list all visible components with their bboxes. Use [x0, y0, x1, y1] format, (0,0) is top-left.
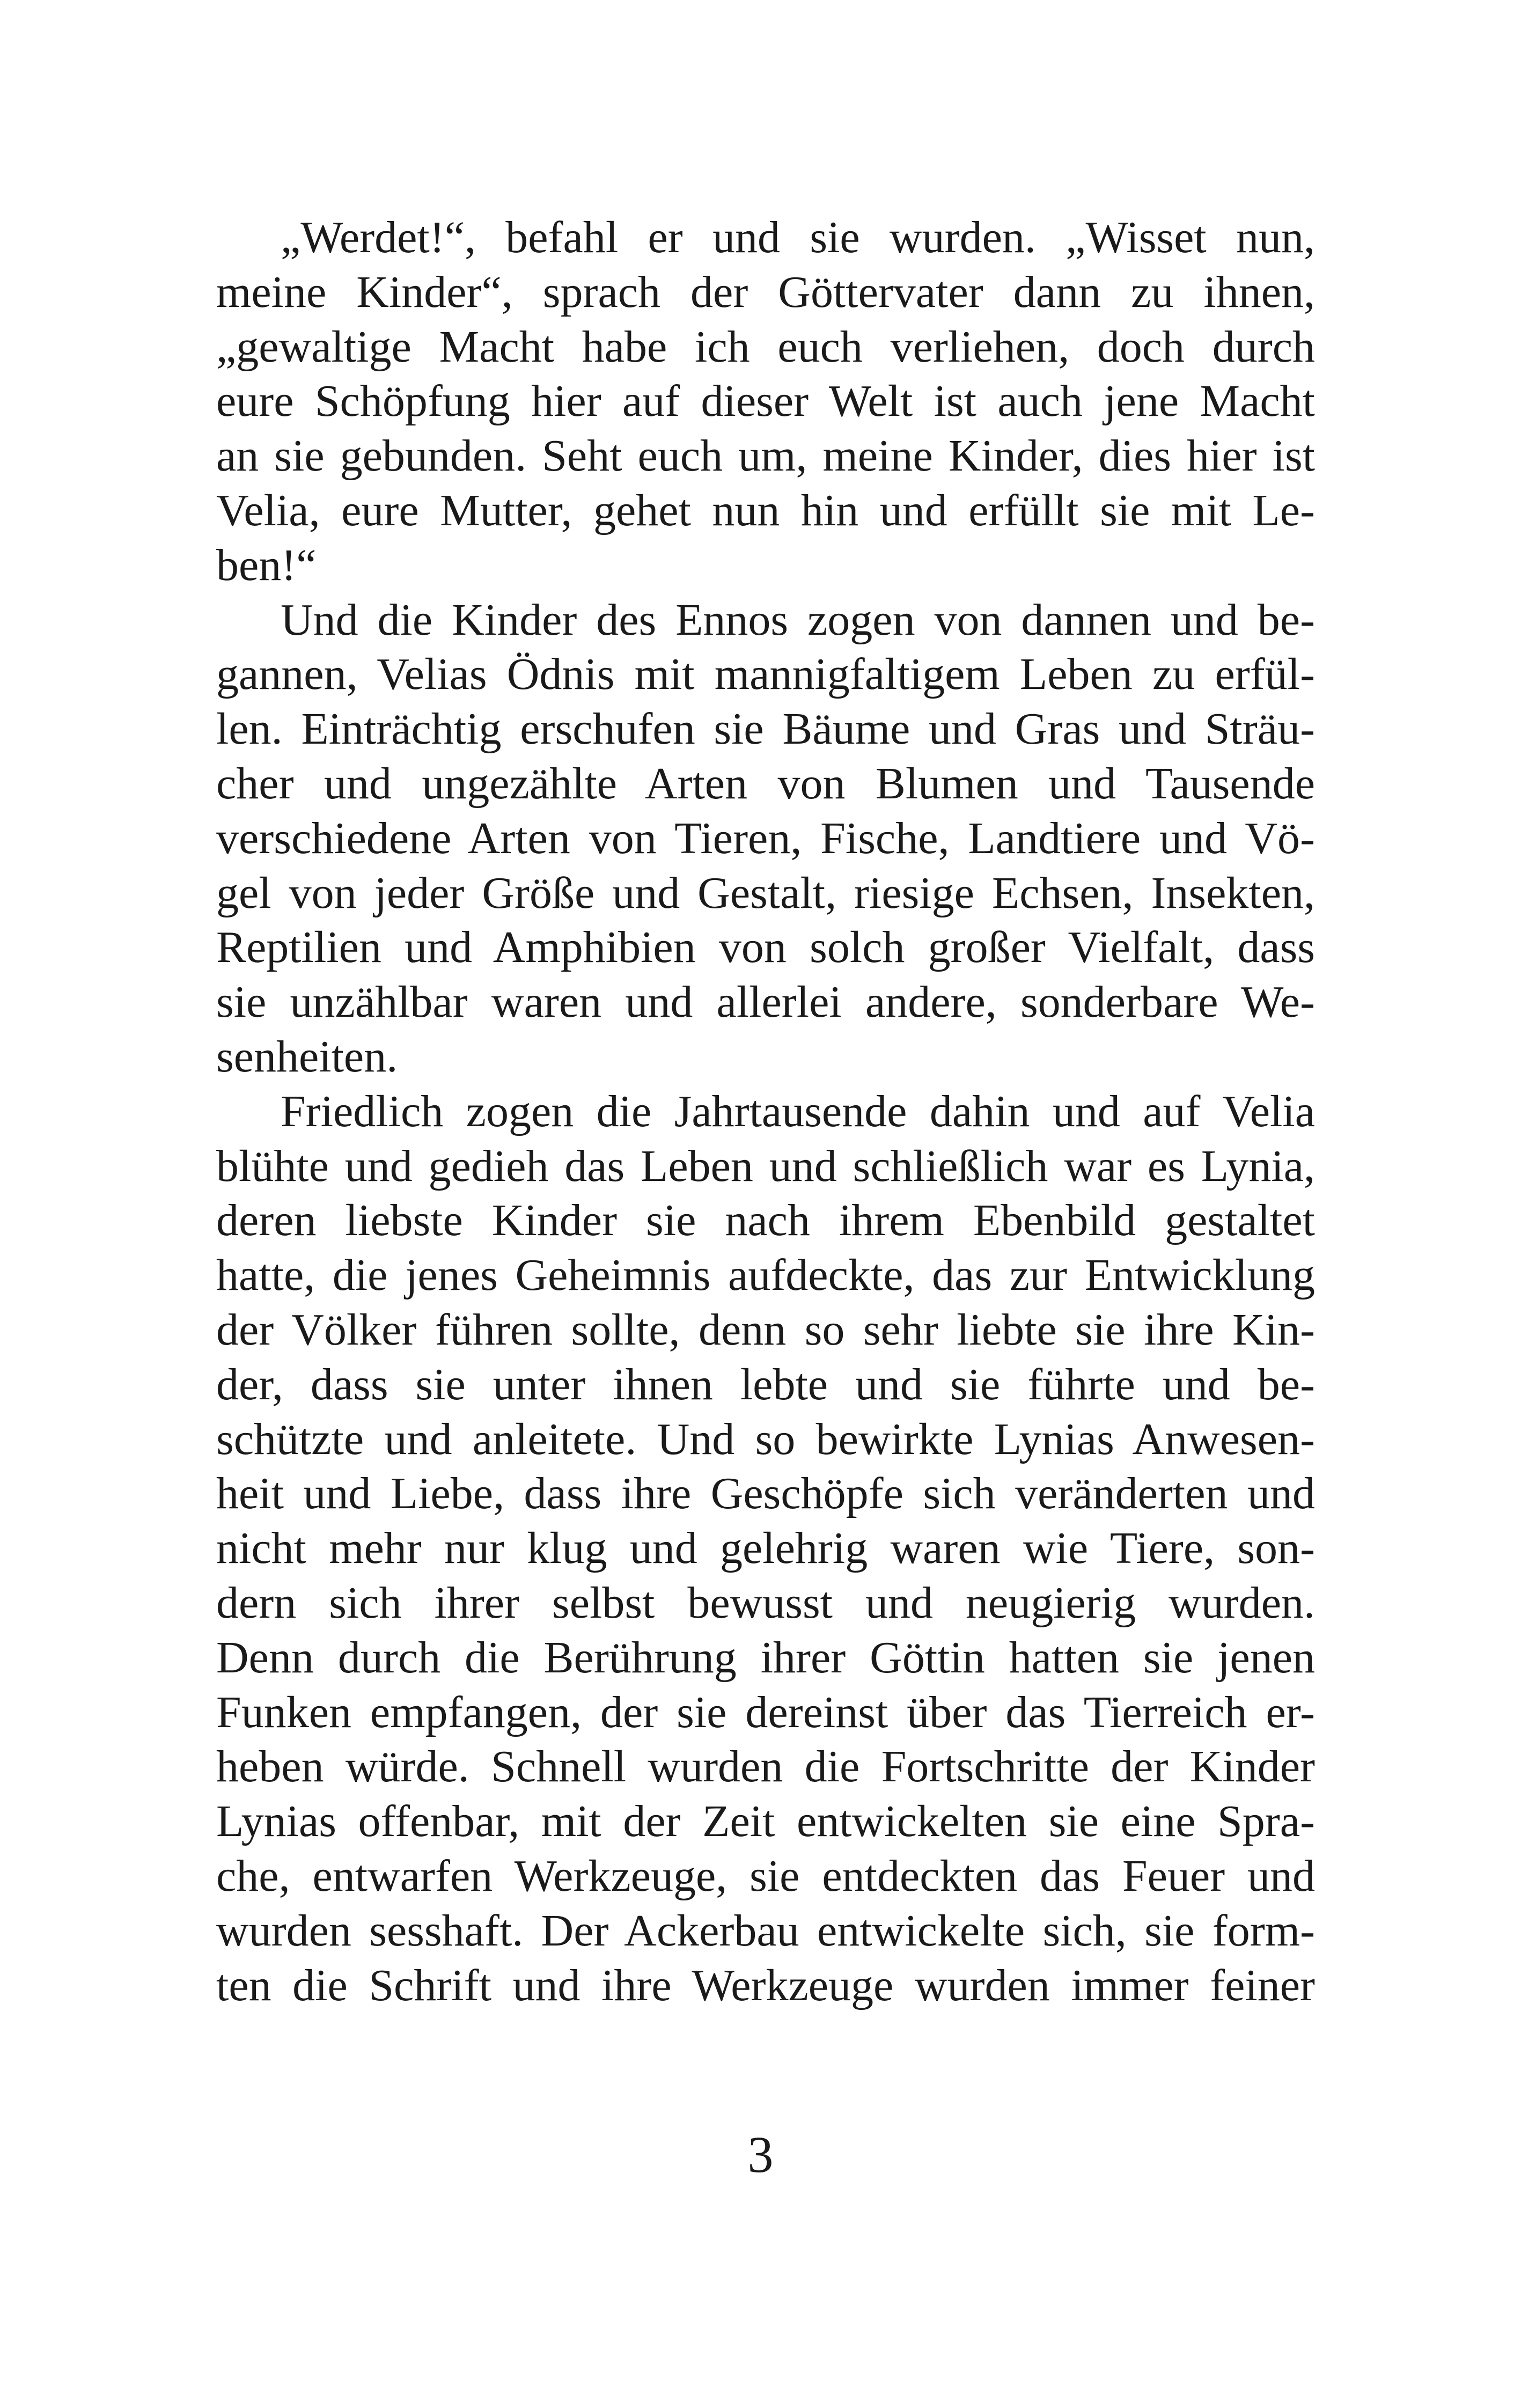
text-line: ten die Schrift und ihre Werkzeuge wurden immer feiner [216, 1960, 1315, 2010]
text-line: len. Einträchtig erschufen sie Bäume und Gras und Sträu- [216, 704, 1315, 754]
text-line: dern sich ihrer selbst bewusst und neugierig wurden. [216, 1577, 1315, 1628]
text-line: heben würde. Schnell wurden die Fortschritte der Kinder [216, 1742, 1315, 1792]
page-number: 3 [747, 2126, 774, 2183]
text-line: cher und ungezählte Arten von Blumen und Tausende [216, 758, 1315, 809]
text-line: Velia, eure Mutter, gehet nun hin und erfüllt sie mit Le- [216, 485, 1315, 535]
text-line: der, dass sie unter ihnen lebte und sie führte und be- [216, 1359, 1315, 1409]
text-line: „Werdet!“, befahl er und sie wurden. „Wisset nun, [281, 212, 1315, 262]
text-line: hatte, die jenes Geheimnis aufdeckte, das zur Entwicklung [216, 1250, 1315, 1301]
text-line: deren liebste Kinder sie nach ihrem Ebenbild gestaltet [216, 1195, 1315, 1246]
text-line: Funken empfangen, der sie dereinst über das Tierreich er- [216, 1687, 1315, 1737]
text-line: Denn durch die Berührung ihrer Göttin hatten sie jenen [216, 1632, 1315, 1683]
text-line: meine Kinder“, sprach der Göttervater dann zu ihnen, [216, 267, 1315, 317]
text-line: der Völker führen sollte, denn so sehr liebte sie ihre Kin- [216, 1304, 1315, 1355]
text-line: Und die Kinder des Ennos zogen von dannen und be- [281, 594, 1315, 645]
text-line: verschiedene Arten von Tieren, Fische, Landtiere und Vö- [216, 813, 1315, 863]
text-line: gel von jeder Größe und Gestalt, riesige Echsen, Insekten, [216, 868, 1315, 918]
text-line: an sie gebunden. Seht euch um, meine Kinder, dies hier ist [216, 431, 1315, 481]
text-line: ben!“ [216, 540, 317, 590]
body-text [216, 210, 1315, 2013]
text-line: Friedlich zogen die Jahrtausende dahin und auf Velia [281, 1086, 1315, 1136]
text-line: schützte und anleitete. Und so bewirkte Lynias Anwesen- [216, 1414, 1315, 1464]
text-line: Reptilien und Amphibien von solch großer Vielfalt, dass [216, 922, 1315, 973]
text-line: che, entwarfen Werkzeuge, sie entdeckten das Feuer und [216, 1851, 1315, 1901]
text-line: wurden sesshaft. Der Ackerbau entwickelte sich, sie form- [216, 1905, 1315, 1956]
text-line: heit und Liebe, dass ihre Geschöpfe sich veränderten und [216, 1469, 1315, 1519]
text-line: senheiten. [216, 1031, 398, 1082]
text-line: gannen, Velias Ödnis mit mannigfaltigem Leben zu erfül- [216, 649, 1315, 700]
text-line: Lynias offenbar, mit der Zeit entwickelten sie eine Spra- [216, 1796, 1315, 1847]
text-line: eure Schöpfung hier auf dieser Welt ist auch jene Macht [216, 376, 1315, 427]
text-line: sie unzählbar waren und allerlei andere, sonderbare We- [216, 977, 1315, 1027]
text-line: nicht mehr nur klug und gelehrig waren wie Tiere, son- [216, 1523, 1315, 1574]
text-line: „gewaltige Macht habe ich euch verliehen, doch durch [216, 321, 1315, 372]
text-line: blühte und gedieh das Leben und schließlich war es Lynia, [216, 1141, 1315, 1191]
